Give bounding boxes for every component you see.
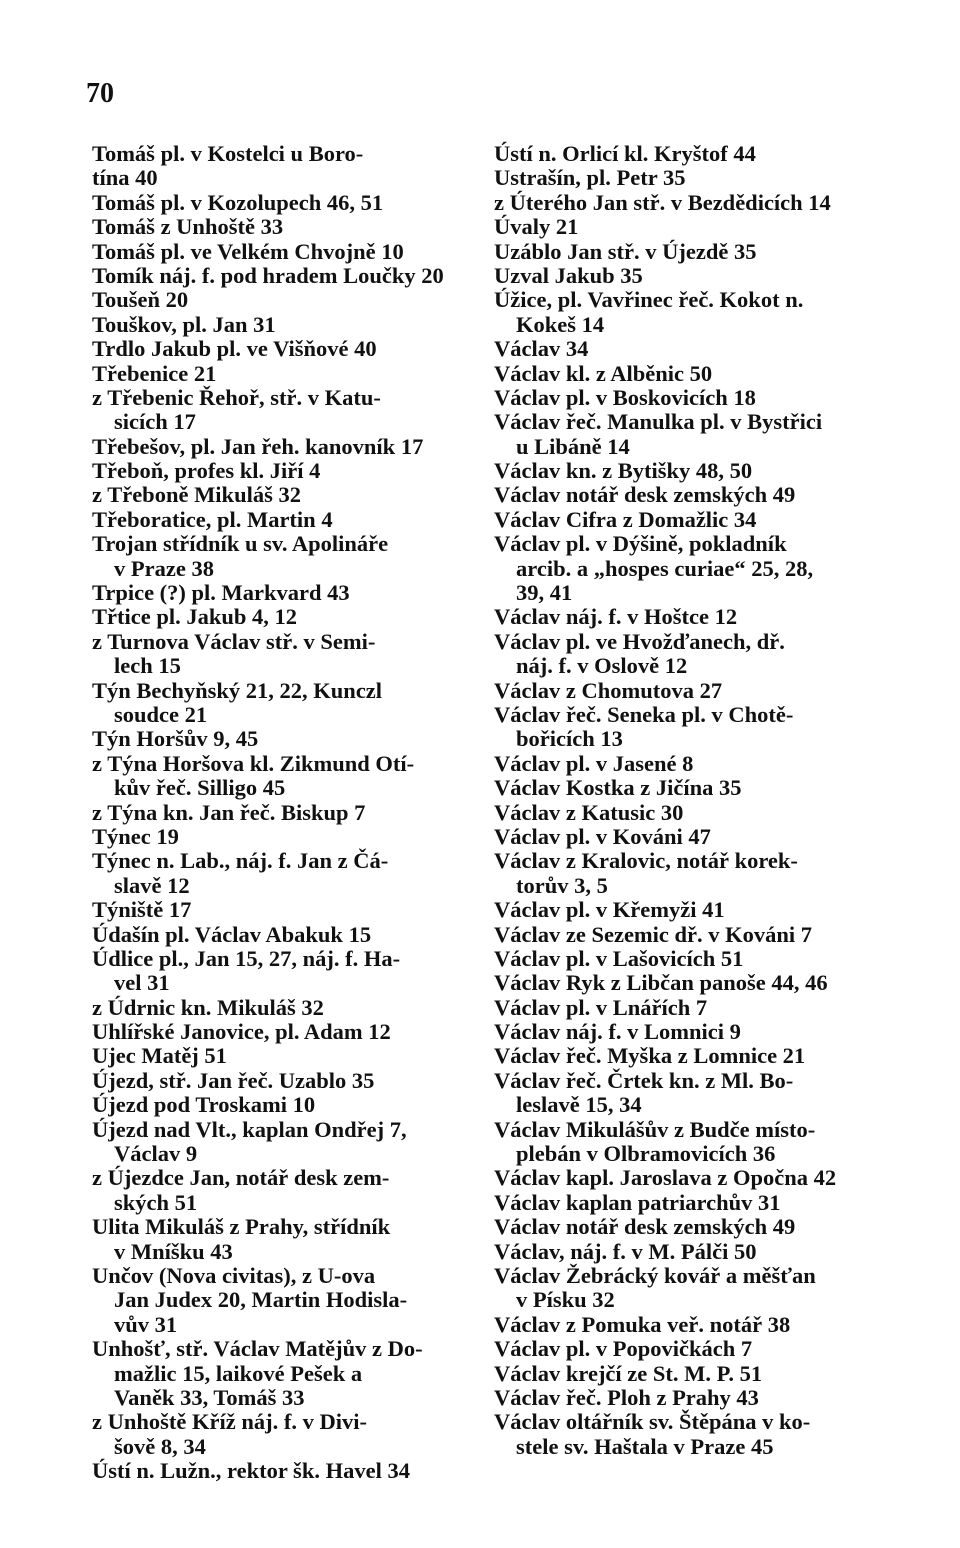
index-entry-line: 39, 41 [516,580,573,606]
index-entry-line: Uzval Jakub 35 [494,262,643,288]
index-entry-line: Tomík náj. f. pod hradem Loučky 20 [92,262,444,288]
index-entry-line: Tomáš pl. ve Velkém Chvojně 10 [92,238,404,264]
index-entry-line: bořicích 13 [516,726,623,752]
index-entry-line: Tomáš pl. v Kozolupech 46, 51 [92,189,384,215]
index-entry-line: Václav ze Sezemic dř. v Kováni 7 [494,921,813,947]
index-entry-line: Václav notář desk zemských 49 [494,482,796,508]
index-entry-line: Újezd, stř. Jan řeč. Uzablo 35 [92,1067,375,1093]
index-entry-line: Václav Cifra z Domažlic 34 [494,506,757,532]
index-entry-line: Tomáš pl. v Kostelci u Boro- [92,141,364,166]
index-entry-line: Václav pl. v Lnářích 7 [494,994,708,1020]
index-entry-line: Václav pl. ve Hvožďanech, dř. [494,628,785,654]
index-entry-line: Údlice pl., Jan 15, 27, náj. f. Ha- [92,945,401,971]
index-entry-line: Týn Bechyňský 21, 22, Kunczl [92,677,383,703]
index-entry-line: Ustrašín, pl. Petr 35 [494,165,686,191]
index-entry-line: Újezd nad Vlt., kaplan Ondřej 7, [92,1116,407,1142]
index-entry-line: Václav, náj. f. v M. Pálči 50 [494,1238,757,1264]
index-entry-line: Václav pl. v Jasené 8 [494,750,694,776]
index-entry-line: Václav pl. v Lašovicích 51 [494,945,744,971]
index-entry-line: Václav krejčí ze St. M. P. 51 [494,1360,763,1386]
index-entry-line: arcib. a „hospes curiae“ 25, 28, [516,555,814,581]
index-entry-line: Václav kapl. Jaroslava z Opočna 42 [494,1165,837,1191]
index-entry-line: Jan Judex 20, Martin Hodisla- [114,1287,408,1313]
index-entry-line: Trpice (?) pl. Markvard 43 [92,580,350,606]
index-entry-line: slavě 12 [114,872,190,898]
index-entry-line: torův 3, 5 [516,872,608,898]
index-entry-line: v Písku 32 [516,1287,615,1313]
index-entry-line: u Libáně 14 [516,433,630,459]
index-entry-line: Trdlo Jakub pl. ve Višňové 40 [92,336,377,362]
index-entry-line: sicích 17 [114,409,196,435]
index-entry-line: Václav oltářník sv. Štěpána v ko- [494,1409,811,1435]
index-entry-line: Unčov (Nova civitas), z U-ova [92,1262,376,1288]
index-entry-line: Václav Kostka z Jičína 35 [494,775,742,801]
index-entry-line: z Třeboně Mikuláš 32 [92,482,301,508]
index-entry-line: z Unhoště Kříž náj. f. v Divi- [92,1409,367,1435]
index-entry-line: stele sv. Haštala v Praze 45 [516,1433,774,1459]
index-entry-line: Václav řeč. Myška z Lomnice 21 [494,1043,806,1069]
index-entry-line: Václav kaplan patriarchův 31 [494,1189,781,1215]
index-entry-line: Ulita Mikuláš z Prahy, střídník [92,1214,391,1240]
index-entry-line: Týnec 19 [92,823,179,849]
index-entry-line: Václav z Kralovic, notář korek- [494,848,798,874]
index-entry-line: Třebešov, pl. Jan řeh. kanovník 17 [92,433,424,459]
index-entry-line: z Úterého Jan stř. v Bezdědicích 14 [494,189,831,215]
index-entry-line: Úvaly 21 [494,214,579,240]
index-entry-line: náj. f. v Oslově 12 [516,653,688,679]
index-entry-line: Václav pl. v Dýšině, pokladník [494,531,787,557]
index-entry-line: Týnec n. Lab., náj. f. Jan z Čá- [92,848,389,874]
index-entry-line: Václav z Pomuka veř. notář 38 [494,1311,791,1337]
index-entry-line: tína 40 [92,165,158,191]
index-entry-line: Týn Horšův 9, 45 [92,726,259,752]
index-entry-line: Týniště 17 [92,897,192,923]
index-entry-line: Václav 34 [494,336,589,362]
index-entry-line: leslavě 15, 34 [516,1092,642,1118]
left-column [92,142,467,1483]
index-entry-line: Václav Mikulášův z Budče místo- [494,1116,816,1142]
index-entry-line: soudce 21 [114,701,208,727]
index-entry-line: ských 51 [114,1189,198,1215]
index-entry-line: Václav řeč. Črtek kn. z Ml. Bo- [494,1067,794,1093]
index-entry-line: v Praze 38 [114,555,214,581]
index-entry-line: lech 15 [114,653,181,679]
index-entry-line: Tomáš z Unhoště 33 [92,214,284,240]
index-entry-line: Václav náj. f. v Lomnici 9 [494,1019,741,1045]
index-entry-line: vův 31 [114,1311,178,1337]
index-entry-line: Touškov, pl. Jan 31 [92,311,276,337]
index-entry-line: Václav pl. v Křemyži 41 [494,897,725,923]
page-number: 70 [86,78,114,109]
index-entry-line: šově 8, 34 [114,1433,206,1459]
index-entry-line: Ústí n. Lužn., rektor šk. Havel 34 [92,1458,410,1484]
index-entry-line: Václav náj. f. v Hoštce 12 [494,604,738,630]
index-entry-line: Václav pl. v Boskovicích 18 [494,384,756,410]
index-entry-line: Uhlířské Janovice, pl. Adam 12 [92,1019,391,1045]
index-entry-line: Trojan střídník u sv. Apolináře [92,531,389,557]
index-entry-line: Uzáblo Jan stř. v Újezdě 35 [494,238,757,264]
index-entry-line: kův řeč. Silligo 45 [114,775,286,801]
index-entry-line: Václav kl. z Alběnic 50 [494,360,713,386]
index-entry-line: plebán v Olbramovicích 36 [516,1141,776,1167]
index-entry-line: v Mníšku 43 [114,1238,233,1264]
index-entry-line: Úžice, pl. Vavřinec řeč. Kokot n. [494,287,804,313]
index-entry-line: z Údrnic kn. Mikuláš 32 [92,994,324,1020]
index-entry-line: Václav řeč. Seneka pl. v Chotě- [494,701,794,727]
index-entry-line: Vaněk 33, Tomáš 33 [114,1384,305,1410]
right-column [494,142,869,1459]
index-entry-line: vel 31 [114,970,170,996]
index-entry-line: Václav Žebrácký kovář a měšťan [494,1262,816,1288]
index-entry-line: mažlic 15, laikové Pešek a [114,1360,363,1386]
index-entry-line: z Týna Horšova kl. Zikmund Otí- [92,750,415,776]
index-entry-line: Třtice pl. Jakub 4, 12 [92,604,298,630]
index-entry-line: Václav z Chomutova 27 [494,677,723,703]
index-entry-line: z Týna kn. Jan řeč. Biskup 7 [92,799,366,825]
index-entry-line: Údašín pl. Václav Abakuk 15 [92,921,372,947]
index-entry-line: Třeboratice, pl. Martin 4 [92,506,333,532]
index-entry-line: z Turnova Václav stř. v Semi- [92,628,376,654]
index-entry-line: Václav z Katusic 30 [494,799,684,825]
index-entry-line: Václav 9 [114,1141,198,1167]
index-entry-line: Třebenice 21 [92,360,217,386]
index-entry-line: Újezd pod Troskami 10 [92,1092,316,1118]
index-entry-line: Kokeš 14 [516,311,605,337]
index-entry-line: Václav pl. v Popovičkách 7 [494,1336,753,1362]
index-entry-line: Třeboň, profes kl. Jiří 4 [92,458,321,484]
index-entry-line: Václav řeč. Manulka pl. v Bystřici [494,409,823,435]
index-entry-line: Václav řeč. Ploh z Prahy 43 [494,1384,759,1410]
index-entry-line: Unhošť, stř. Václav Matějův z Do- [92,1336,423,1362]
index-entry-line: Ústí n. Orlicí kl. Kryštof 44 [494,141,756,166]
index-entry-line: Václav notář desk zemských 49 [494,1214,796,1240]
index-entry-line: Toušeň 20 [92,287,189,313]
index-entry-line: Václav pl. v Kováni 47 [494,823,711,849]
index-entry-line: z Újezdce Jan, notář desk zem- [92,1165,390,1191]
index-entry-line: z Třebenic Řehoř, stř. v Katu- [92,384,381,410]
index-entry-line: Václav kn. z Bytišky 48, 50 [494,458,753,484]
index-entry-line: Václav Ryk z Libčan panoše 44, 46 [494,970,828,996]
index-entry-line: Ujec Matěj 51 [92,1043,227,1069]
